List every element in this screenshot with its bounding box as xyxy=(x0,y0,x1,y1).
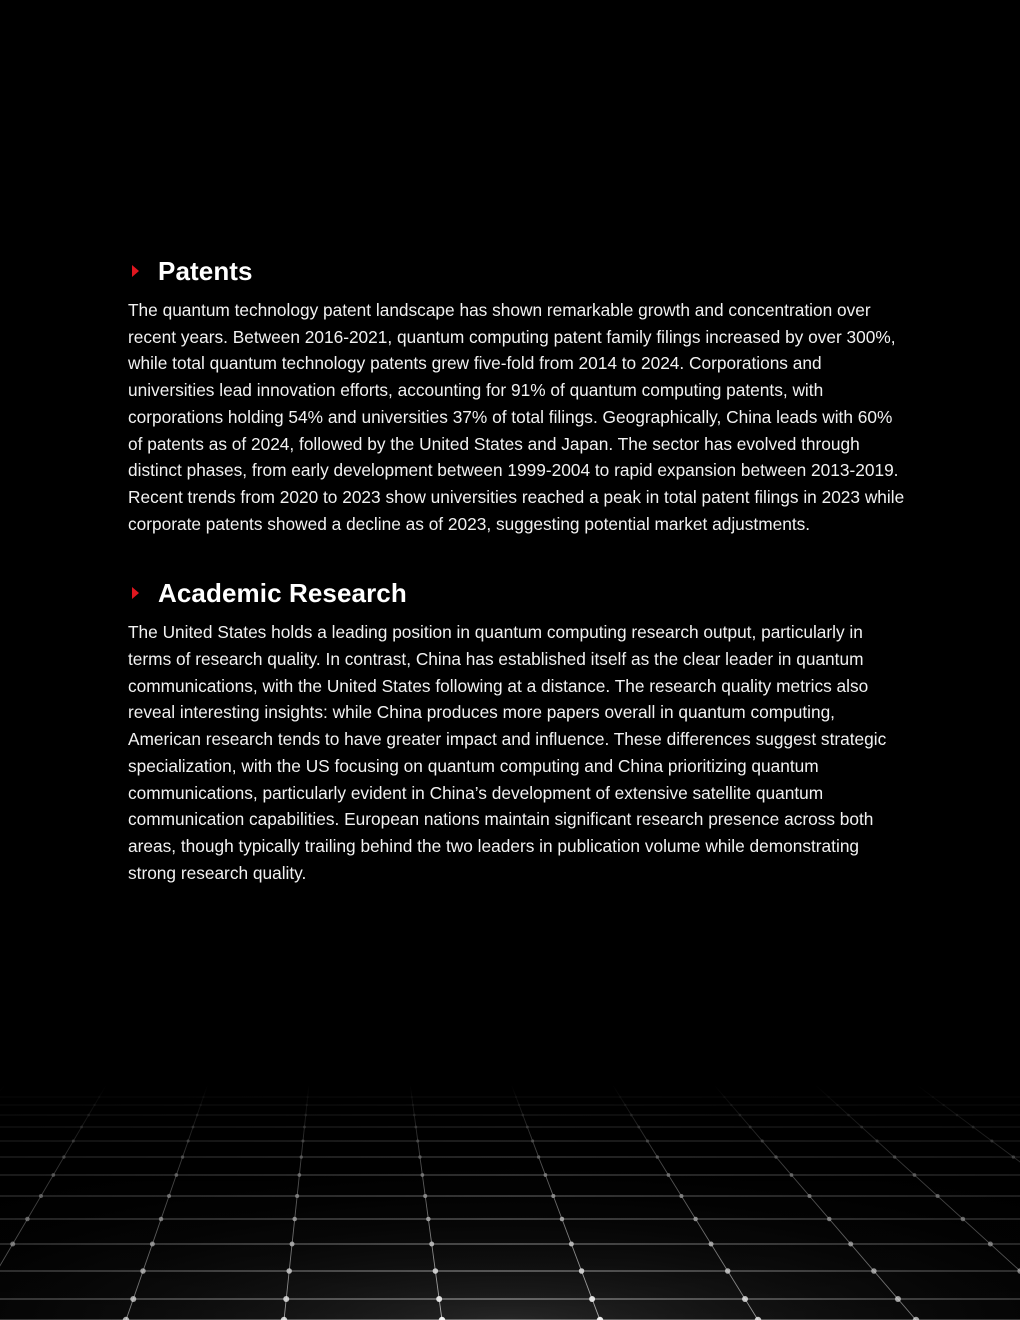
section-patents xyxy=(128,253,910,537)
section-title: Patents xyxy=(158,255,253,286)
content-column xyxy=(128,253,910,924)
section-title: Academic Research xyxy=(158,577,407,608)
section-academic-research xyxy=(128,575,910,886)
section-paragraph: The United States holds a leading position in quantum computing research output, particularly in terms of research quality. In contrast, China has established itself as the clear leader in quantum communications, with the United States following at a distance. The research quality metrics also reveal interesting insights: while China produces more papers overall in quantum computing, American research tends to have greater impact and influence. These differences suggest strategic specialization, with the US focusing on quantum computing and China prioritizing quantum communications, particularly evident in China’s development of extensive satellite quantum communication capabilities. European nations maintain significant research presence across both areas, though typically trailing behind the two leaders in publication volume while demonstrating strong research quality. xyxy=(128,622,887,883)
caret-right-icon xyxy=(132,265,139,277)
section-paragraph: The quantum technology patent landscape has shown remarkable growth and concentration over recent years. Between 2016-2021, quantum computing patent family filings increased by over 300%, while total quantum technology patents grew five-fold from 2014 to 2024. Corporations and universities lead innovation efforts, accounting for 91% of quantum computing patents, with corporations holding 54% and universities 37% of total filings. Geographically, China leads with 60% of patents as of 2024, followed by the United States and Japan. The sector has evolved through distinct phases, from early development between 1999-2004 to rapid expansion between 2013-2019. Recent trends from 2020 to 2023 show universities reached a peak in total patent filings in 2023 while corporate patents showed a decline as of 2023, suggesting potential market adjustments. xyxy=(128,300,905,534)
perspective-grid-graphic xyxy=(0,1085,1020,1320)
section-heading xyxy=(128,253,910,289)
section-heading xyxy=(128,575,910,611)
caret-right-icon xyxy=(132,587,139,599)
